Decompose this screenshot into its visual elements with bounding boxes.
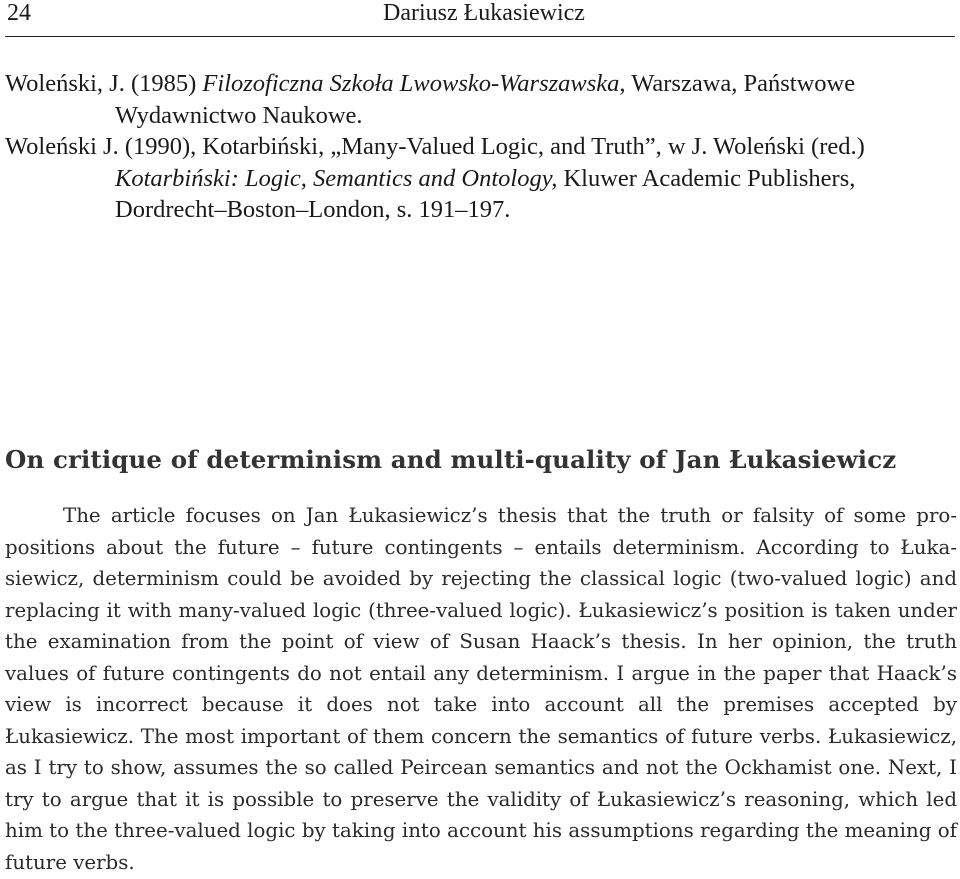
reference-text: Woleński, J. (1985) <box>5 70 203 97</box>
running-header <box>5 0 955 37</box>
reference-text: Kluwer Academic Publishers, Dordrecht–Boston–London, s. 191–197. <box>115 164 856 223</box>
reference-title: Kotarbiński: Logic, Semantics and Ontology, <box>115 164 558 192</box>
running-head-author: Dariusz Łukasiewicz <box>383 0 585 26</box>
reference-text: Warszawa, Państwowe Wydawnictwo Naukowe. <box>115 70 856 129</box>
reference-text: Woleński J. (1990), Kotarbiński, „Many-Valued Logic, and Truth”, w J. Woleński (red.) <box>5 133 865 160</box>
abstract-body: The article focuses on Jan Łukasiewicz’s thesis that the truth or falsity of some propositions about the future – future contingents – entails determinism. According to Łukasiewicz, determinism could be avoided by rejecting the classical logic (two-valued logic) and replacing it with many-valued logic (three-valued logic). Łukasiewicz’s position is taken under the examination from the point of view of Susan Haack’s thesis. In her opinion, the truth values of future contingents do not entail any determinism. I argue in the paper that Haack’s view is incorrect because it does not take into account all the premises accepted by Łukasiewicz. The most important of them concern the semantics of future verbs. Łukasiewicz, as I try to show, assumes the so called Peircean semantics and not the Ockhamist one. Next, I try to argue that it is possible to preserve the validity of Łukasiewicz’s reasoning, which led him to the three-valued logic by taking into account his assumptions regarding the meaning of future verbs. <box>5 504 957 874</box>
reference-title: Filozoficzna Szkoła Lwowsko-Warszawska, <box>202 70 626 97</box>
page-number: 24 <box>7 0 31 26</box>
reference-entry <box>5 131 960 226</box>
reference-list <box>5 68 960 226</box>
abstract-title: On critique of determinism and multi-quality of Jan Łukasiewicz <box>5 445 897 474</box>
reference-entry <box>5 68 960 131</box>
